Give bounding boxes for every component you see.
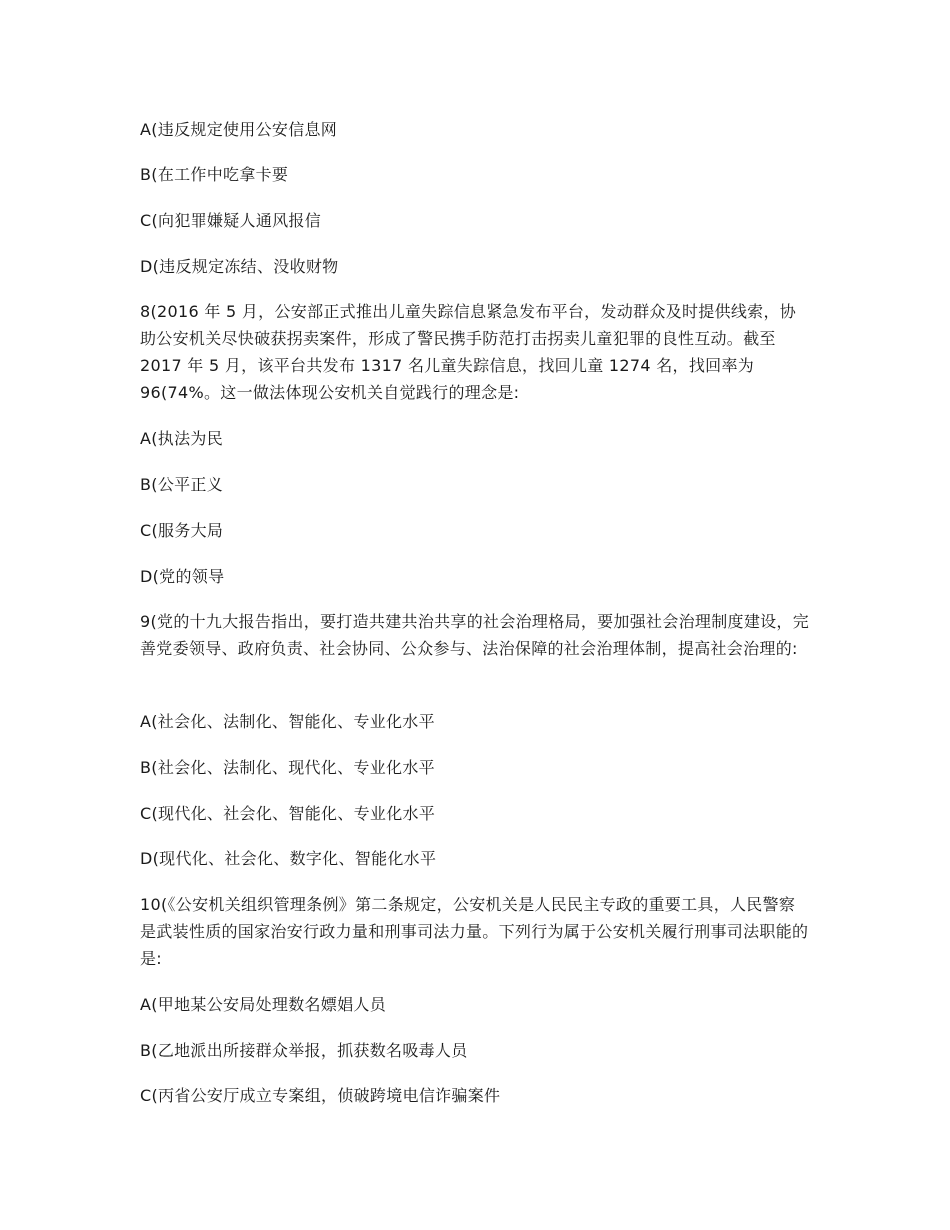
q9-stem: 9(党的十九大报告指出，要打造共建共治共享的社会治理格局，要加强社会治理制度建设，完善党委领导、政府负责、社会协同、公众参与、法治保障的社会治理体制，提高社会治理的:	[140, 612, 810, 658]
q9-option-c: C(现代化、社会化、智能化、专业化水平	[140, 804, 436, 823]
q10-option-a: A(甲地某公安局处理数名嫖娼人员	[140, 995, 386, 1014]
q7-option-a: A(违反规定使用公安信息网	[140, 120, 338, 139]
q10-stem: 10(《公安机关组织管理条例》第二条规定，公安机关是人民民主专政的重要工具，人民警察是武装性质的国家治安行政力量和刑事司法力量。下列行为属于公安机关履行刑事司法职能的是:	[140, 895, 809, 968]
q7-option-c: C(向犯罪嫌疑人通风报信	[140, 211, 322, 230]
q8-stem: 8(2016 年 5 月，公安部正式推出儿童失踪信息紧急发布平台，发动群众及时提供线索，协助公安机关尽快破获拐卖案件，形成了警民携手防范打击拐卖儿童犯罪的良性互动。截至 2017 年 5 月，该平台共发布 1317 名儿童失踪信息，找回儿童 1274 名，找回率为 96(74%。这一做法体现公安机关自觉践行的理念是:	[140, 302, 797, 402]
q9-option-a: A(社会化、法制化、智能化、专业化水平	[140, 712, 435, 731]
q8-option-c: C(服务大局	[140, 521, 224, 540]
q8-option-b: B(公平正义	[140, 475, 224, 494]
q10-option-b: B(乙地派出所接群众举报，抓获数名吸毒人员	[140, 1041, 468, 1060]
q9-option-d: D(现代化、社会化、数字化、智能化水平	[140, 849, 437, 868]
q7-option-b: B(在工作中吃拿卡要	[140, 165, 289, 184]
q8-option-a: A(执法为民	[140, 429, 223, 448]
q10-option-c: C(丙省公安厅成立专案组，侦破跨境电信诈骗案件	[140, 1086, 501, 1105]
q7-option-d: D(违反规定冻结、没收财物	[140, 257, 339, 276]
q9-option-b: B(社会化、法制化、现代化、专业化水平	[140, 758, 435, 777]
q8-option-d: D(党的领导	[140, 567, 225, 586]
